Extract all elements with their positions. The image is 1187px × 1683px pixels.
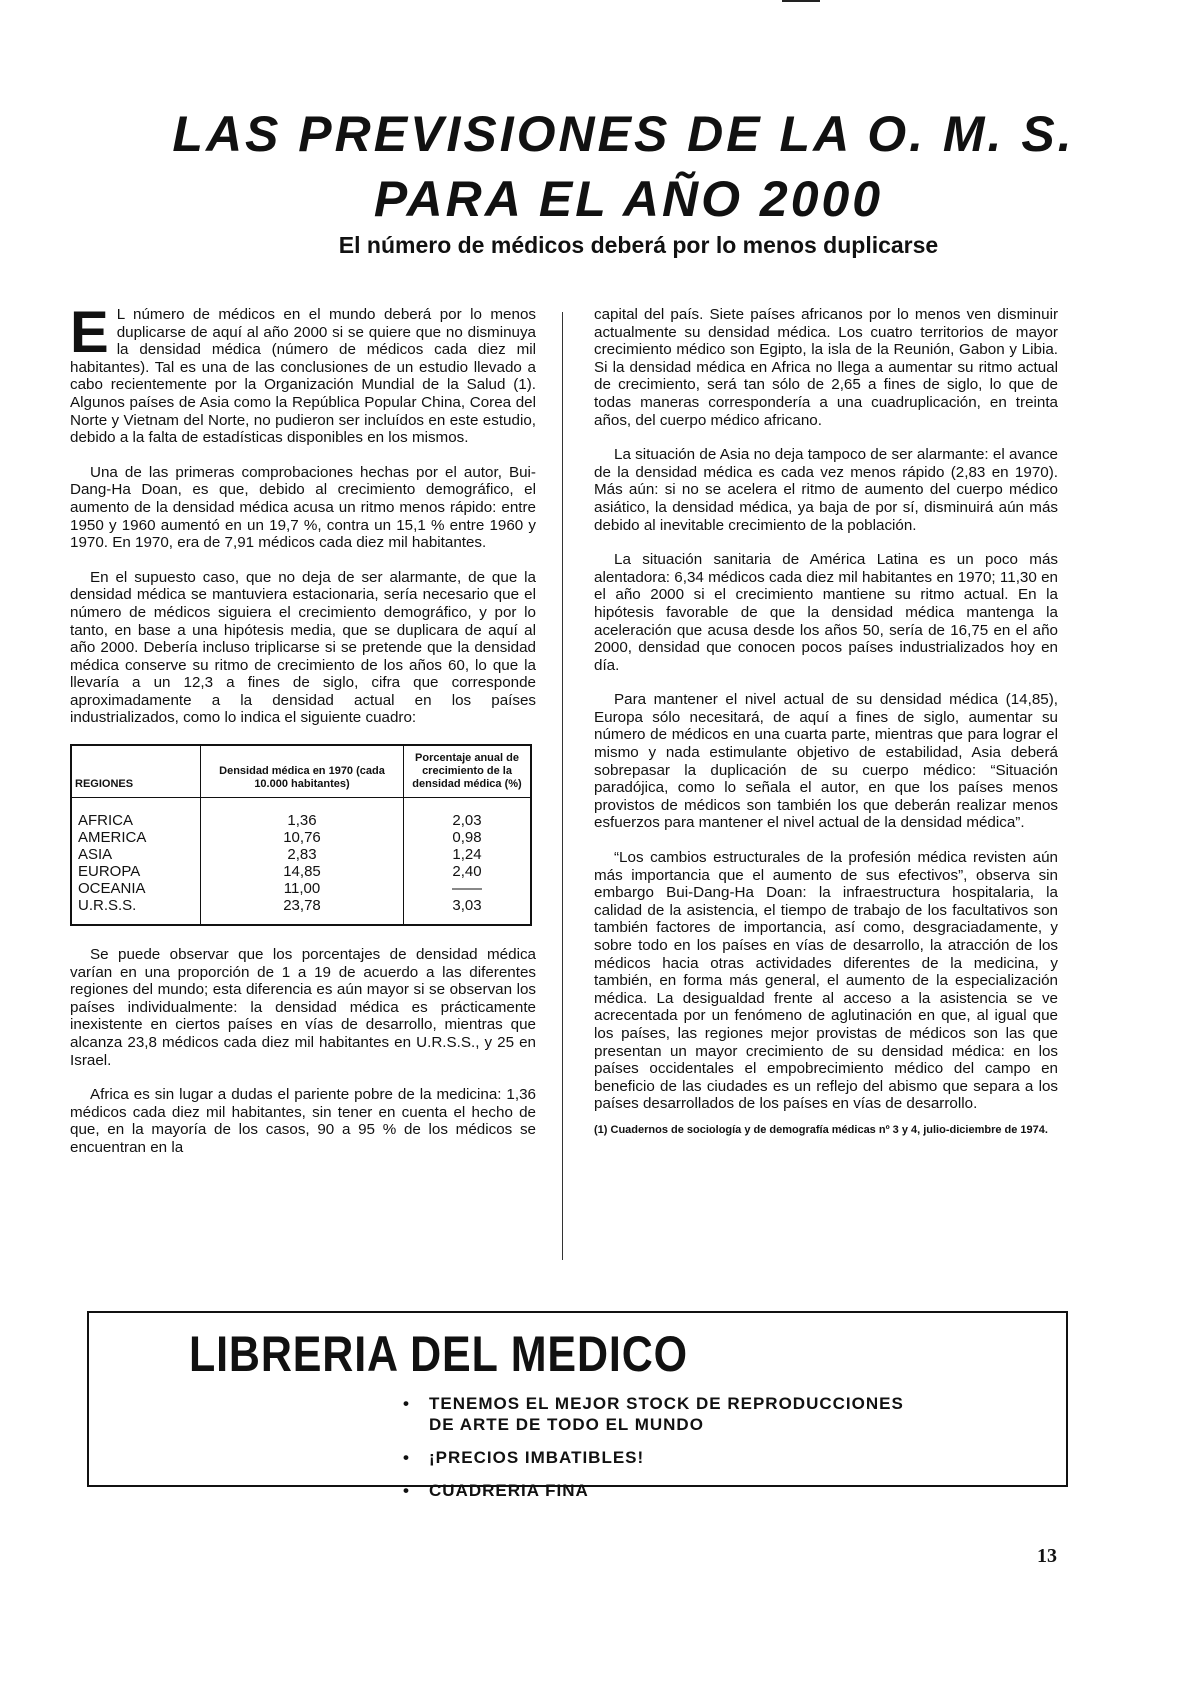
paragraph-10: “Los cambios estructurales de la profesión médica revisten aún más importancia que el aumento de sus efectivos”, observa sin embargo Bui-Dang-Ha Doan: la infraestructura hospitalaria, la calidad de la asistencia, el tiempo de trabajo de los facultativos son también factores de importancia, así como, desgraciadamente, y sobre todo en los países en vías de desarrollo, la atracción de los médicos hacia otras actividades diferentes de la medicina, y también, en forma más general, el aumento de la especialización médica. La desigualdad frente al acceso a la asistencia se ve acrecentada por un fenómeno de aglutinación en que, al igual que los países, las regiones mejor provistas de médicos son las que presentan un mayor crecimiento de su densidad médica: en los países occidentales el empobrecimiento médico del campo en beneficio de las ciudades es un reflejo del abismo que separa a los países desarrollados de los países en vías de desarrollo. xyxy=(594,849,1058,1113)
table-body-row xyxy=(71,798,531,926)
footnote: (1) Cuadernos de sociología y de demografía médicas nº 3 y 4, julio-diciembre de 1974. xyxy=(594,1123,1048,1136)
density-table xyxy=(70,744,532,926)
table-region: ASIA xyxy=(78,846,113,864)
ad-item-text: ¡PRECIOS IMBATIBLES! xyxy=(429,1448,645,1467)
drop-cap: E xyxy=(70,300,109,365)
table-density-value: 10,76 xyxy=(283,829,321,847)
table-growth-value: 3,03 xyxy=(452,897,482,915)
advertisement-box xyxy=(87,1311,1068,1500)
ad-item-text: TENEMOS EL MEJOR STOCK DE REPRODUCCIONES xyxy=(429,1394,904,1413)
bullet-icon: • xyxy=(403,1481,410,1500)
table-region: EUROPA xyxy=(78,863,141,881)
paragraph-4: Se puede observar que los porcentajes de densidad médica varían en una proporción de 1 a 19 de acuerdo a las diferentes regiones del mundo; esta diferencia es aún mayor si se observan los países individualmente: la densidad médica es prácticamente inexistente en ciertos países en vías de desarrollo, mientras que alcanza 23,8 médicos cada diez mil habitantes en U.R.S.S., y 25 en Israel. xyxy=(70,946,536,1069)
ad-item xyxy=(397,1393,904,1435)
ad-title: LIBRERIA DEL MEDICO xyxy=(189,1326,688,1382)
table-region: U.R.S.S. xyxy=(78,897,137,915)
paragraph-7: La situación de Asia no deja tampoco de ser alarmante: el avance de la densidad médica es cada vez menos rápido (2,83 en 1970). Más aún: si no se acelera el ritmo de aumento del cuerpo médico asiático, la densidad médica, ya baja de por sí, disminuirá aún más debido al inevitable crecimiento de la población. xyxy=(594,446,1058,534)
paragraph-9: Para mantener el nivel actual de su densidad médica (14,85), Europa sólo necesitará, de aquí a fines de siglo, aumentar su número de médicos en una cuarta parte, mientras que para lograr el mismo y nada estimulante objetivo de estabilidad, Asia deberá sobrepasar la duplicación de su cuerpo médico: “Situación paradójica, como lo señala el autor, en que los países menos provistos de médicos son también los que deberán realizar menos esfuerzos para mantener el nivel actual de la densidad médica”. xyxy=(594,691,1058,832)
paragraph-8: La situación sanitaria de América Latina es un poco más alentadora: 6,34 médicos cada diez mil habitantes en 1970; 11,30 en el año 2000 si el crecimiento mantiene su ritmo actual. En la hipótesis favorable de que la densidad médica mantenga la aceleración que acusa desde los años 50, sería de 16,75 en el año 2000, densidad que conocen pocos países industrializados hoy en día. xyxy=(594,551,1058,674)
paragraph-6: capital del país. Siete países africanos por lo menos ven disminuir actualmente su densidad médica. Los cuatro territorios de mayor crecimiento médico son Egipto, la isla de la Reunión, Gabon y Libia. Si la densidad médica en Africa no llega a aumentar su ritmo actual de crecimiento, será tan sólo de 2,65 a fines de siglo, lo que de todas maneras correspondería a una cuadruplicación, en treinta años, del cuerpo médico africano. xyxy=(594,306,1058,429)
paragraph-2: Una de las primeras comprobaciones hechas por el autor, Bui-Dang-Ha Doan, es que, debido al crecimiento demográfico, el aumento de la densidad médica acusa un ritmo menos rápido: entre 1950 y 1960 aumentó en un 19,7 %, contra un 15,1 % entre 1960 y 1970. En 1970, era de 7,91 médicos cada diez mil habitantes. xyxy=(70,463,536,552)
bullet-icon: • xyxy=(403,1394,410,1413)
table-growth-value: 1,24 xyxy=(452,846,482,864)
table-growth-cell xyxy=(404,798,532,926)
article-subtitle: El número de médicos deberá por lo menos duplicarse xyxy=(338,232,939,258)
ad-item xyxy=(397,1480,904,1501)
article-title-line2: PARA EL AÑO 2000 xyxy=(373,171,884,227)
right-column xyxy=(594,306,1058,1137)
ad-item xyxy=(397,1447,904,1468)
table-header-row xyxy=(71,745,531,798)
ad-item-text: CUADRERIA FINA xyxy=(429,1481,589,1500)
table-growth-value: 0,98 xyxy=(452,829,482,847)
table-region: AFRICA xyxy=(78,812,134,830)
left-column xyxy=(70,300,536,1174)
table-density-value: 2,83 xyxy=(287,846,317,864)
table-density-value: 23,78 xyxy=(283,897,321,915)
table-growth-value: 2,03 xyxy=(452,812,482,830)
table-header-regions: REGIONES xyxy=(71,745,201,798)
paragraph-3: En el supuesto caso, que no deja de ser alarmante, de que la densidad médica se mantuviera estacionaria, sería necesario que el número de médicos siguiera el crecimiento demográfico, y por lo tanto, en base a una hipótesis media, que se duplicara de aquí al año 2000. Debería incluso triplicarse si se pretende que la densidad médica conserve su ritmo de crecimiento de los años 60, lo que la llevaría a un 12,3 a fines de siglo, cifra que corresponde aproximadamente a la densidad actual en los países industrializados, como lo indica el siguiente cuadro: xyxy=(70,568,536,727)
table-density-value: 1,36 xyxy=(287,812,317,830)
bullet-icon: • xyxy=(403,1448,410,1467)
table-density-cell xyxy=(201,798,404,926)
ad-list xyxy=(397,1393,904,1513)
table-density-value: 14,85 xyxy=(283,863,321,881)
table-density-value: 11,00 xyxy=(283,880,321,898)
table-region: OCEANIA xyxy=(78,880,146,898)
paragraph-1-text: L número de médicos en el mundo deberá por lo menos duplicarse de aquí al año 2000 si se quiere que no disminuya la densidad médica (número de médicos cada diez mil habitantes). Tal es una de las conclusiones de un estudio llevado a cabo recientemente por la Organización Mundial de la Salud (1). Algunos países de Asia como la República Popular China, Corea del Norte y Vietnam del Norte, no pudieron ser incluídos en este estudio, debido a la falta de estadísticas disponibles en los mismos. xyxy=(70,306,536,447)
paragraph-5: Africa es sin lugar a dudas el pariente pobre de la medicina: 1,36 médicos cada diez mil habitantes, sin tener en cuenta el hecho de que, en la mayoría de los casos, 90 a 95 % de los médicos se encuentran en la xyxy=(70,1086,536,1156)
table-header-growth: Porcentaje anual de crecimiento de la densidad médica (%) xyxy=(404,745,532,798)
table-region: AMERICA xyxy=(78,829,147,847)
table-growth-value: 2,40 xyxy=(452,863,482,881)
column-divider xyxy=(562,312,563,1260)
paragraph-1 xyxy=(70,300,536,447)
top-rule xyxy=(782,0,820,2)
table-growth-value: —— xyxy=(452,880,482,898)
article-title-line1: LAS PREVISIONES DE LA O. M. S. xyxy=(172,106,1075,162)
table-regions-cell xyxy=(71,798,201,926)
table-header-density: Densidad médica en 1970 (cada 10.000 habitantes) xyxy=(201,745,404,798)
page-number: 13 xyxy=(1037,1545,1057,1567)
ad-item-text: DE ARTE DE TODO EL MUNDO xyxy=(429,1415,704,1434)
